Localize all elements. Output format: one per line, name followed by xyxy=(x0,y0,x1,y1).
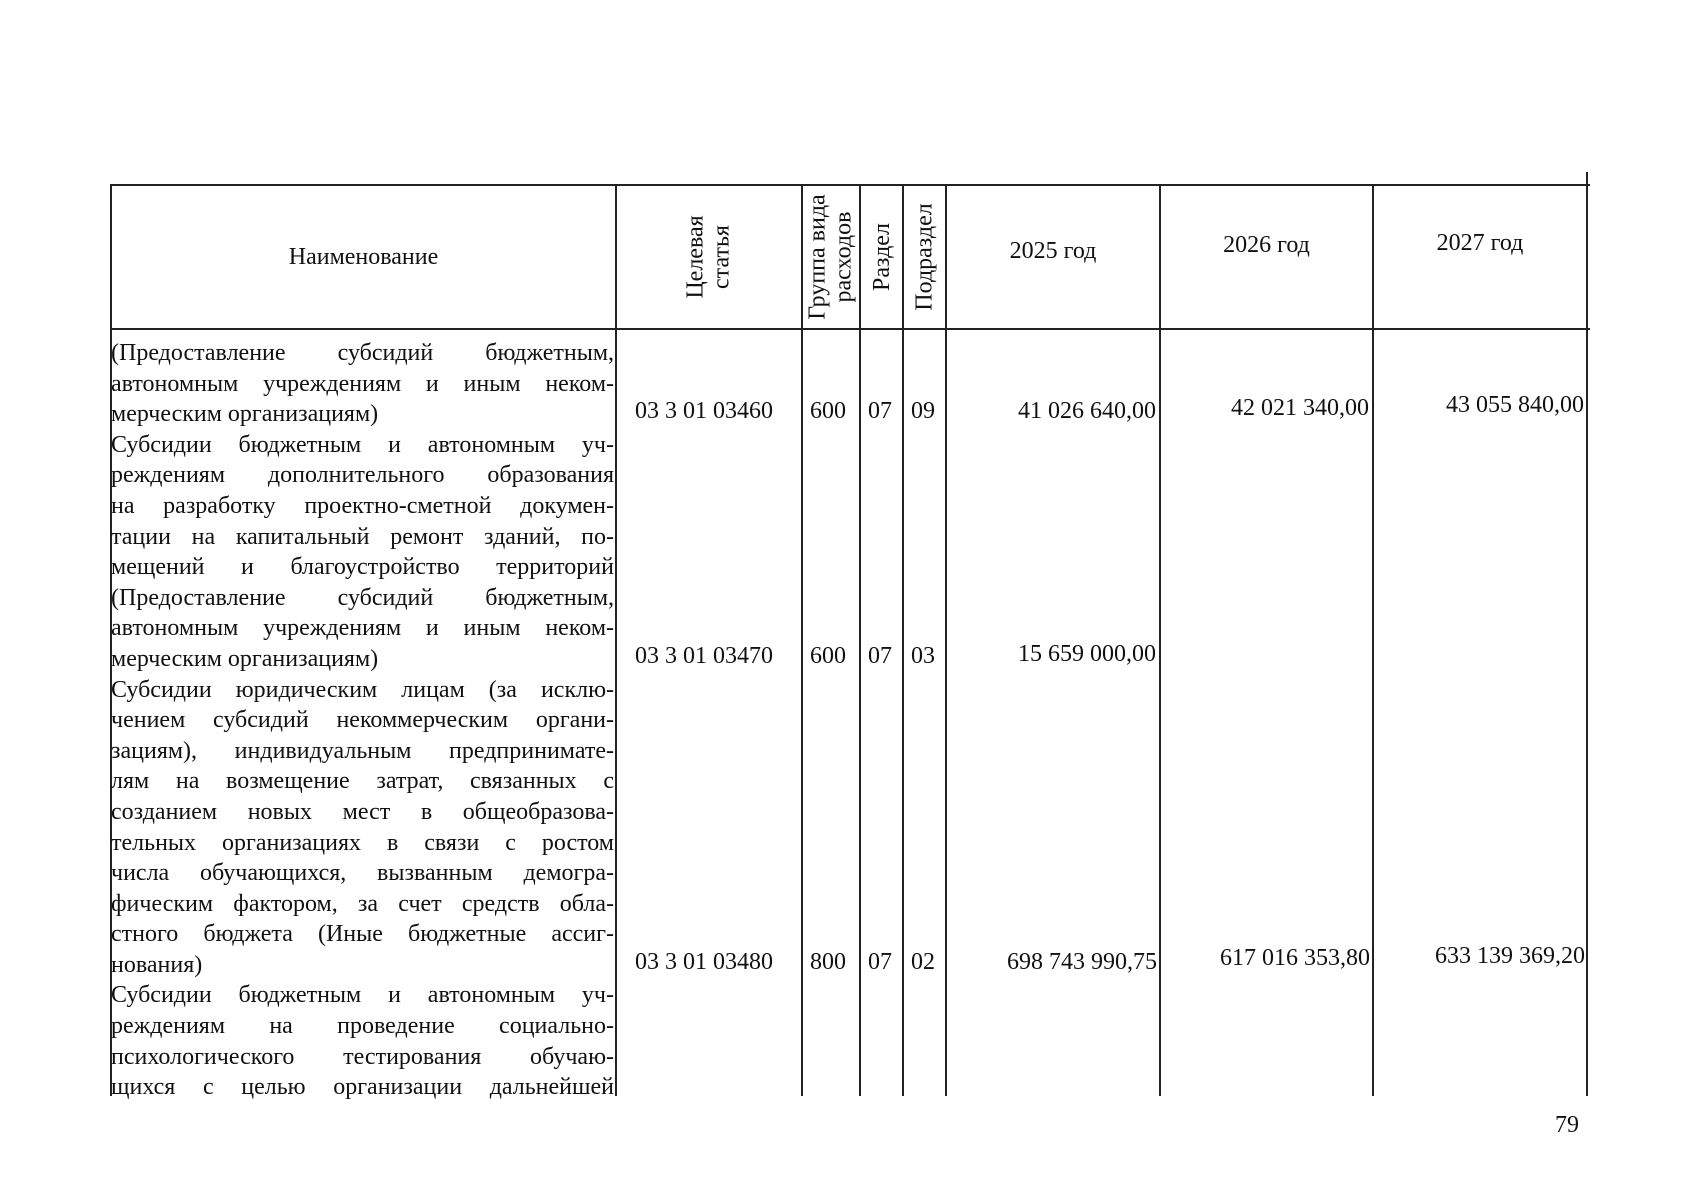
row3-name-line: тельных организациях в связи с ростом xyxy=(111,829,614,856)
row4-name-line: щихся с целью организации дальнейшей xyxy=(111,1074,614,1101)
col-border xyxy=(1586,172,1588,1096)
header-subsection-label: Подраздел xyxy=(911,203,938,311)
row2-name-line: автономным учреждениям и иным неком- xyxy=(111,615,614,642)
header-2026 xyxy=(1161,174,1372,316)
row3-name-line: фическим фактором, за счет средств обла- xyxy=(111,890,614,917)
header-expense-group-line1: Группа вида xyxy=(805,194,831,320)
page-number: 79 xyxy=(1555,1112,1579,1138)
row3-name-line: Субсидии юридическим лицам (за исклю- xyxy=(111,676,614,703)
row2-name-line: реждениям дополнительного образования xyxy=(111,462,614,489)
header-2026-label: 2026 год xyxy=(1223,232,1310,258)
header-target-article-line1: Целевая xyxy=(682,215,709,299)
target-article-code: 03 3 01 03480 xyxy=(635,949,773,975)
name-column-text xyxy=(111,338,614,1103)
row4-name-line: психологического тестирования обучаю- xyxy=(111,1043,614,1070)
subsection-code: 09 xyxy=(911,398,935,424)
row2-name-line: (Предоставление субсидий бюджетным, xyxy=(111,584,614,611)
header-name-label: Наименование xyxy=(288,244,439,270)
header-section xyxy=(861,186,902,328)
section-code: 07 xyxy=(868,398,892,424)
header-2025-label: 2025 год xyxy=(1009,238,1097,264)
header-2027-label: 2027 год xyxy=(1436,230,1524,256)
expense-group-code: 600 xyxy=(810,398,846,424)
section-code: 07 xyxy=(868,643,892,669)
header-bottom-border xyxy=(110,328,1590,330)
row3-name-line: созданием новых мест в общеобразова- xyxy=(111,798,614,825)
row1-name-line: (Предоставление субсидий бюджетным, xyxy=(111,340,614,366)
row4-name-line: реждениям на проведение социально- xyxy=(111,1013,614,1040)
subsection-code: 02 xyxy=(911,949,935,975)
row2-name-line: тации на капитальный ремонт зданий, по- xyxy=(111,523,614,550)
row3-name-line: зациям), индивидуальным предпринимате- xyxy=(111,737,614,764)
header-name xyxy=(112,186,615,328)
subsection-code: 03 xyxy=(911,643,935,669)
amount-2025: 41 026 640,00 xyxy=(1018,398,1156,424)
row4-name-line: Субсидии бюджетным и автономным уч- xyxy=(111,982,614,1009)
row2-name-line: мещений и благоустройство территорий xyxy=(111,554,614,581)
amount-2025: 698 743 990,75 xyxy=(1007,949,1157,975)
header-2025 xyxy=(947,180,1159,322)
expense-group-code: 600 xyxy=(810,643,846,669)
section-code: 07 xyxy=(868,949,892,975)
row2-name-line: Субсидии бюджетным и автономным уч- xyxy=(111,431,614,458)
header-target-article xyxy=(617,186,801,328)
amount-2025: 15 659 000,00 xyxy=(1018,641,1156,667)
row1-name-line: мерческим организациям) xyxy=(111,401,379,428)
row2-name-line: на разработку проектно-сметной докумен- xyxy=(111,492,614,519)
header-section-label: Раздел xyxy=(868,223,895,291)
header-2027 xyxy=(1374,172,1586,314)
row2-name-line: мерческим организациям) xyxy=(111,645,379,672)
row3-name-line: чением субсидий некоммерческим органи- xyxy=(111,707,614,734)
row3-name-line: стного бюджета (Иные бюджетные ассиг- xyxy=(111,921,614,948)
amount-2027: 633 139 369,20 xyxy=(1435,943,1585,969)
row3-name-line: нования) xyxy=(111,951,203,978)
row3-name-line: лям на возмещение затрат, связанных с xyxy=(111,768,614,795)
header-expense-group xyxy=(803,186,859,328)
amount-2026: 617 016 353,80 xyxy=(1220,945,1370,971)
amount-2027: 43 055 840,00 xyxy=(1446,392,1584,418)
header-expense-group-line2: расходов xyxy=(831,211,857,303)
row3-name-line: числа обучающихся, вызванным демогра- xyxy=(111,860,614,887)
expense-group-code: 800 xyxy=(810,949,846,975)
amount-2026: 42 021 340,00 xyxy=(1231,395,1369,421)
row1-name-line: автономным учреждениям и иным неком- xyxy=(111,370,614,397)
target-article-code: 03 3 01 03470 xyxy=(635,643,773,669)
target-article-code: 03 3 01 03460 xyxy=(635,398,773,424)
header-subsection xyxy=(904,186,945,328)
header-target-article-line2: статья xyxy=(708,225,735,289)
